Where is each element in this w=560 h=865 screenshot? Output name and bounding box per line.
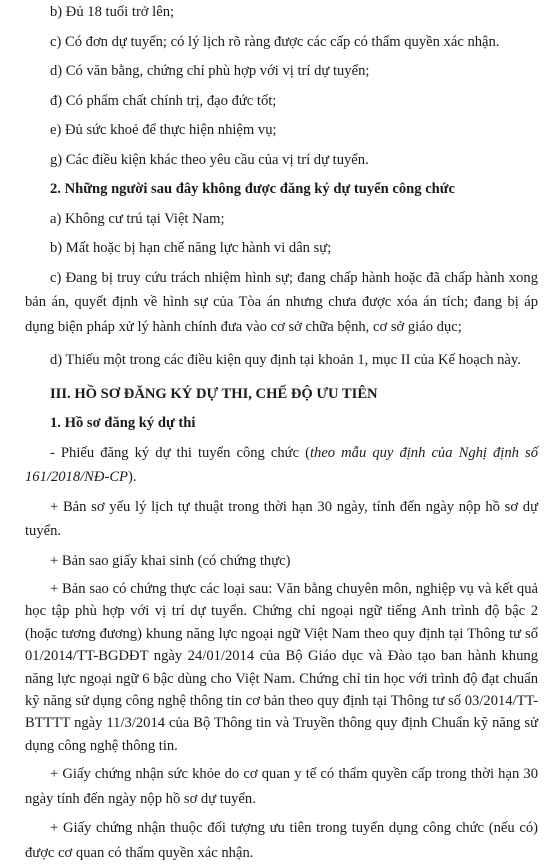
subsection-heading-1: 1. Hồ sơ đăng ký dự thi xyxy=(50,415,196,431)
section-heading-III: III. HỒ SƠ ĐĂNG KÝ DỰ THI, CHẾ ĐỘ ƯU TIÊN xyxy=(50,385,378,402)
form-item-end: ). xyxy=(127,469,137,485)
condition-g: g) Các điều kiện khác theo yêu cầu của vị trí dự tuyển. xyxy=(50,151,369,168)
resume-item: + Bản sơ yếu lý lịch tự thuật trong thời hạn 30 ngày, tính đến ngày nộp hồ sơ dự tuyển. xyxy=(25,498,538,539)
application-form-item xyxy=(25,441,538,490)
condition-b: b) Đủ 18 tuổi trở lên; xyxy=(50,4,175,20)
section-heading-2: 2. Những người sau đây không được đăng ký dự tuyển công chức xyxy=(50,181,456,197)
birth-certificate-item: + Bản sao giấy khai sinh (có chứng thực) xyxy=(50,552,291,569)
condition-c: c) Có đơn dự tuyển; có lý lịch rõ ràng được các cấp có thẩm quyền xác nhận. xyxy=(50,33,500,50)
priority-certificate-item: + Giấy chứng nhận thuộc đối tượng ưu tiên trong tuyển dụng công chức (nếu có) được cơ quan có thẩm quyền xác nhận. xyxy=(25,820,538,861)
exclusion-a: a) Không cư trú tại Việt Nam; xyxy=(50,210,225,227)
form-item-decree: theo mẫu quy định của Nghị định số 161/2018/NĐ-CP xyxy=(25,444,538,485)
exclusion-d: d) Thiếu một trong các điều kiện quy định tại khoản 1, mục II của Kế hoạch này. xyxy=(50,352,521,368)
condition-dd: đ) Có phẩm chất chính trị, đạo đức tốt; xyxy=(50,92,277,109)
exclusion-c: c) Đang bị truy cứu trách nhiệm hình sự; đang chấp hành hoặc đã chấp hành xong bản án, quyết định về hình sự của Tòa án nhưng chưa được xóa án tích; đang bị áp dụng biện pháp xử lý hành chính đưa vào cơ sở chữa bệnh, cơ sở giáo dục; xyxy=(25,269,538,335)
condition-d: d) Có văn bằng, chứng chỉ phù hợp với vị trí dự tuyển; xyxy=(50,63,370,79)
certificates-item: + Bản sao có chứng thực các loại sau: Văn bằng chuyên môn, nghiệp vụ và kết quả học tập phù hợp với vị trí dự tuyển. Chứng chỉ ngoại ngữ tiếng Anh trình độ bậc 2 (hoặc tương đương) khung năng lực ngoại ngữ Việt Nam theo quy định tại Thông tư số 01/2014/TT-BGDĐT ngày 24/01/2014 của Bộ Giáo dục và Đào tạo ban hành khung năng lực ngoại ngữ 6 bậc dùng cho Việt Nam. Chứng chỉ tin học với trình độ đạt chuẩn kỹ năng sử dụng công nghệ thông tin cơ bản theo quy định tại Thông tư số 03/2014/TT-BTTTT ngày 11/3/2014 của Bộ Thông tin và Truyền thông quy định Chuẩn kỹ năng sử dụng công nghệ thông tin. xyxy=(25,581,538,754)
form-item-text: - Phiếu đăng ký dự thi tuyển công chức ( xyxy=(50,444,310,461)
health-certificate-item: + Giấy chứng nhận sức khỏe do cơ quan y tế có thẩm quyền cấp trong thời hạn 30 ngày tính đến ngày nộp hồ sơ dự tuyển. xyxy=(25,766,538,807)
condition-e: e) Đủ sức khoẻ để thực hiện nhiệm vụ; xyxy=(50,122,277,138)
exclusion-b: b) Mất hoặc bị hạn chế năng lực hành vi dân sự; xyxy=(50,240,332,256)
